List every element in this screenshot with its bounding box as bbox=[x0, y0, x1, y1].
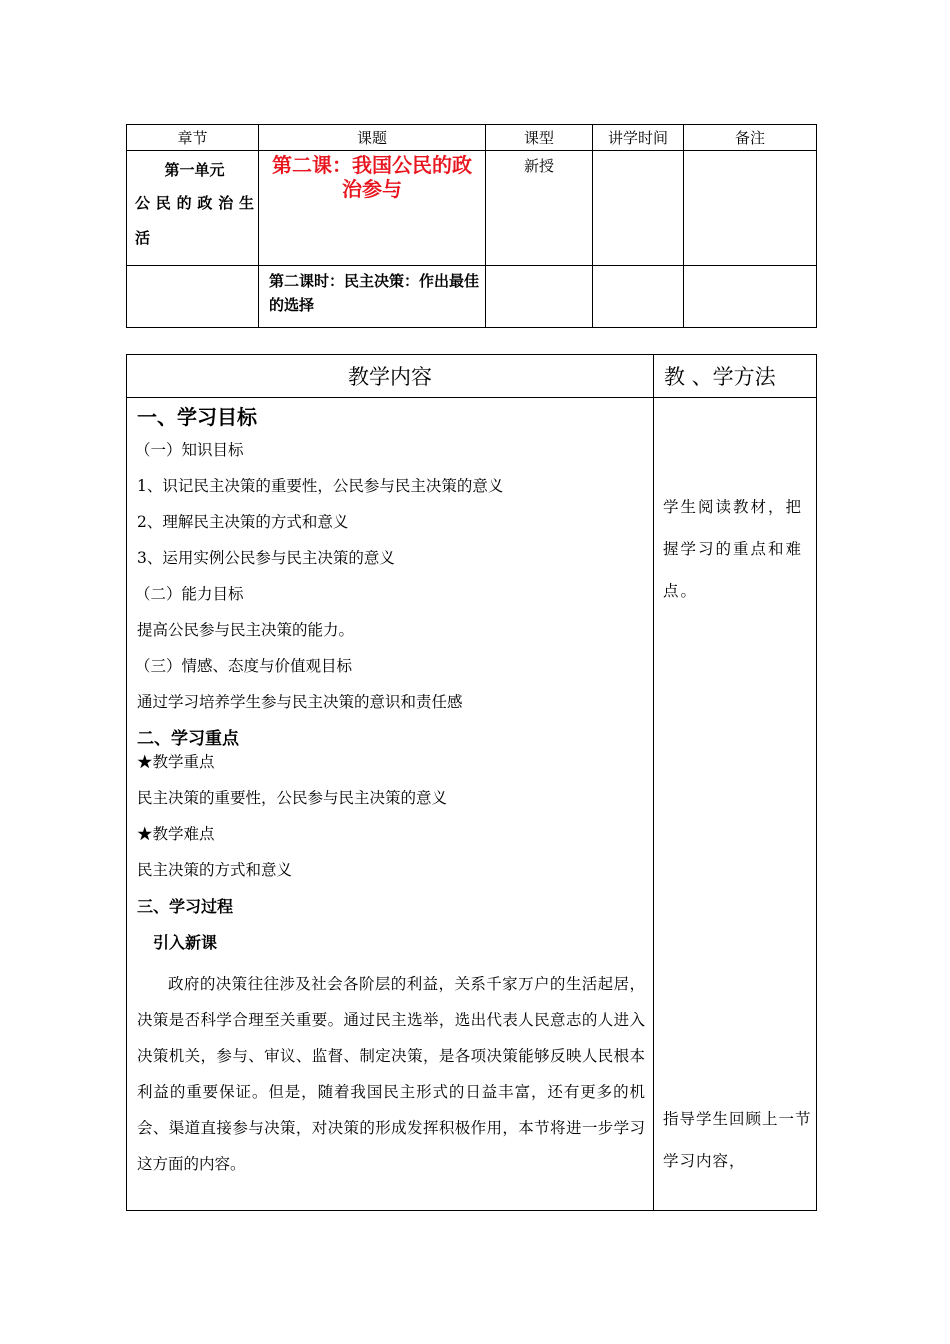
header-teaching-method: 教 、学方法 bbox=[654, 355, 817, 398]
header-remarks: 备注 bbox=[684, 125, 817, 151]
header-lesson-type: 课型 bbox=[486, 125, 593, 151]
teaching-key-text: 民主决策的重要性，公民参与民主决策的意义 bbox=[137, 789, 448, 807]
lesson-info-row bbox=[127, 151, 817, 266]
teaching-difficulty-text: 民主决策的方式和意义 bbox=[137, 861, 293, 879]
section-objectives: 一、学习目标 bbox=[137, 405, 257, 429]
header-topic: 课题 bbox=[259, 125, 486, 151]
header-lecture-time: 讲学时间 bbox=[593, 125, 684, 151]
section-learning-process: 三、学习过程 bbox=[137, 897, 234, 916]
period-row bbox=[127, 266, 817, 328]
header-chapter: 章节 bbox=[127, 125, 259, 151]
chapter-unit: 第一单元 bbox=[164, 161, 225, 179]
method-note-reading: 学生阅读教材，把握学习的重点和难点。 bbox=[663, 498, 804, 600]
teaching-content-table bbox=[126, 354, 817, 1211]
teaching-content-cell bbox=[127, 398, 654, 1211]
teaching-difficulty-heading: ★教学难点 bbox=[137, 825, 215, 843]
empty-type-cell bbox=[486, 266, 593, 328]
empty-time-cell bbox=[593, 266, 684, 328]
knowledge-goal-heading: （一）知识目标 bbox=[135, 441, 244, 459]
chapter-name-line1: 公民的政治生 bbox=[135, 194, 254, 212]
lesson-info-table bbox=[126, 124, 817, 328]
teaching-method-cell bbox=[654, 398, 817, 1211]
lesson-type: 新授 bbox=[486, 151, 593, 266]
teaching-header-row bbox=[127, 355, 817, 398]
knowledge-goal-1: 1、识记民主决策的重要性，公民参与民主决策的意义 bbox=[137, 477, 504, 495]
teaching-body-row bbox=[127, 398, 817, 1211]
lesson-title: 第二课：我国公民的政治参与 bbox=[259, 151, 486, 266]
knowledge-goal-3: 3、运用实例公民参与民主决策的意义 bbox=[137, 549, 395, 567]
chapter-cell bbox=[127, 151, 259, 266]
ability-goal-heading: （二）能力目标 bbox=[135, 585, 244, 603]
intro-paragraph: 政府的决策往往涉及社会各阶层的利益，关系千家万户的生活起居，决策是否科学合理至关重要。通过民主选举，选出代表人民意志的人进入决策机关，参与、审议、监督、制定决策，是各项决策能够反映人民根本利益的重要保证。但是，随着我国民主形式的日益丰富，还有更多的机会、渠道直接参与决策，对决策的形成发挥积极作用，本节将进一步学习这方面的内容。 bbox=[137, 975, 645, 1173]
lesson-info-header-row bbox=[127, 125, 817, 151]
intro-heading: 引入新课 bbox=[153, 933, 218, 952]
header-teaching-content: 教学内容 bbox=[127, 355, 654, 398]
teaching-key-heading: ★教学重点 bbox=[137, 753, 215, 771]
section-key-points: 二、学习重点 bbox=[137, 729, 239, 749]
method-note-review: 指导学生回顾上一节学习内容， bbox=[663, 1110, 812, 1170]
emotion-goal-text: 通过学习培养学生参与民主决策的意识和责任感 bbox=[137, 693, 463, 711]
lecture-time-cell bbox=[593, 151, 684, 266]
empty-remarks-cell bbox=[684, 266, 817, 328]
chapter-name-line2: 活 bbox=[135, 229, 151, 247]
knowledge-goal-2: 2、理解民主决策的方式和意义 bbox=[137, 513, 349, 531]
ability-goal-text: 提高公民参与民主决策的能力。 bbox=[137, 621, 355, 639]
empty-chapter-cell bbox=[127, 266, 259, 328]
period-title: 第二课时：民主决策：作出最佳的选择 bbox=[259, 266, 486, 328]
emotion-goal-heading: （三）情感、态度与价值观目标 bbox=[135, 657, 353, 675]
remarks-cell bbox=[684, 151, 817, 266]
